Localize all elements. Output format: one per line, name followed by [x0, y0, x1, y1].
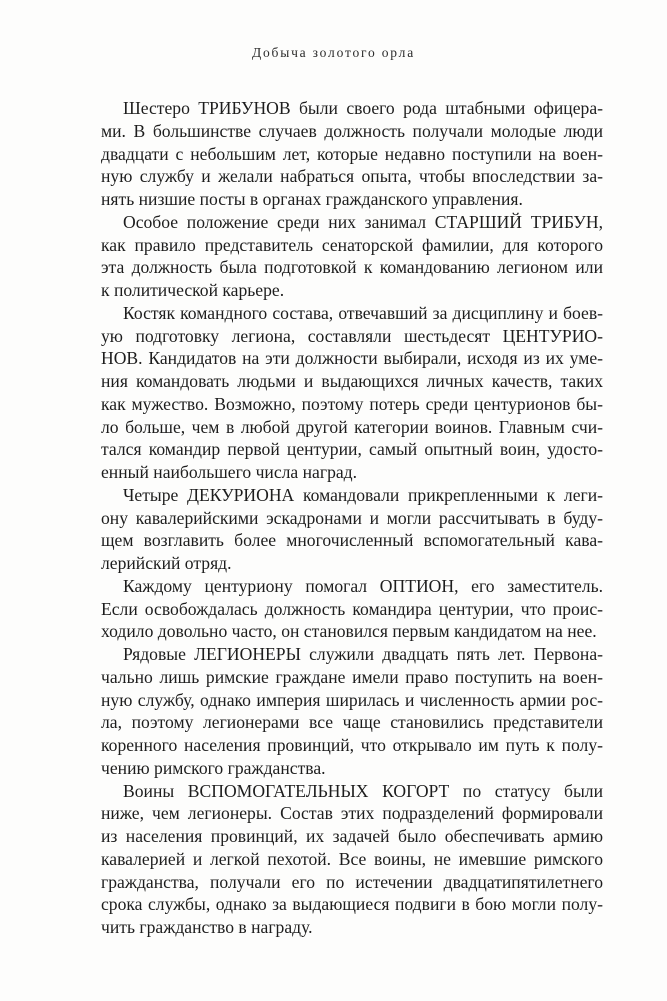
text-line: двадцати с небольшим лет, которые недавно поступили на воен-: [101, 143, 603, 164]
text-line: как правило представитель сенаторской фамилии, для которого: [101, 234, 603, 255]
paragraph: [101, 302, 603, 484]
text-line: ми. В большинстве случаев должность получали молодые люди: [101, 120, 603, 141]
text-line: ла, поэтому легионерами все чаще становились представители: [101, 712, 603, 733]
text-line: к политической карьере.: [101, 280, 285, 300]
paragraph: [101, 211, 603, 302]
text-line: ную службу и желали набраться опыта, чтобы впоследствии за-: [101, 166, 603, 187]
text-line: тался командир первой центурии, самый опытный воин, удосто-: [101, 439, 603, 460]
text-line: из населения провинций, их задачей было обеспечивать армию: [101, 826, 603, 846]
text-line: НОВ. Кандидатов на эти должности выбирали, исходя из их уме-: [101, 348, 603, 369]
text-line: Четыре ДЕКУРИОНА командовали прикрепленными к леги-: [123, 484, 603, 505]
text-line: ния командовать людьми и выдающихся личных качеств, таких: [101, 371, 603, 391]
text-line: Особое положение среди них занимал СТАРШИЙ ТРИБУН,: [123, 211, 603, 232]
text-line: чить гражданство в награду.: [101, 917, 313, 937]
paragraph: [101, 97, 603, 211]
text-line: как мужество. Возможно, поэтому потерь среди центурионов бы-: [101, 393, 603, 414]
text-line: Рядовые ЛЕГИОНЕРЫ служили двадцать пять лет. Первона-: [123, 644, 603, 664]
text-line: Если освобождалась должность командира центурии, что проис-: [101, 598, 603, 619]
text-line: срока службы, однако за выдающиеся подвиги в бою могли полу-: [101, 894, 603, 915]
text-line: эта должность была подготовкой к командованию легионом или: [101, 257, 603, 278]
text-line: кавалерией и легкой пехотой. Все воины, не имевшие римского: [101, 848, 603, 869]
paragraph: [101, 780, 603, 939]
text-line: лерийский отряд.: [101, 553, 232, 573]
text-line: Костяк командного состава, отвечавший за дисциплину и боев-: [123, 302, 603, 323]
body-text: [101, 97, 603, 939]
text-line: Шестеро ТРИБУНОВ были своего рода штабными офицера-: [123, 98, 603, 118]
text-line: Воины ВСПОМОГАТЕЛЬНЫХ КОГОРТ по статусу были: [123, 780, 603, 801]
text-line: чально лишь римские граждане имели право поступить на воен-: [101, 666, 603, 687]
text-line: щем возглавить более многочисленный вспомогательный кава-: [101, 530, 603, 551]
text-line: ону кавалерийскими эскадронами и могли рассчитывать в буду-: [101, 507, 603, 528]
text-line: чению римского гражданства.: [101, 757, 326, 778]
text-line: коренного населения провинций, что открывало им путь к полу-: [101, 735, 603, 755]
text-line: ходило довольно часто, он становился первым кандидатом на нее.: [101, 621, 597, 642]
text-line: нять низшие посты в органах гражданского управления.: [101, 189, 523, 209]
text-line: ную службу, однако империя ширилась и численность армии рос-: [101, 689, 603, 710]
text-line: гражданства, получали его по истечении двадцатипятилетнего: [101, 871, 603, 892]
text-line: ую подготовку легиона, составляли шестьдесят ЦЕНТУРИО-: [101, 325, 603, 346]
text-line: Каждому центуриону помогал ОПТИОН, его заместитель.: [123, 575, 603, 596]
paragraph: [101, 484, 603, 575]
text-line: ниже, чем легионеры. Состав этих подразделений формировали: [101, 803, 603, 824]
text-line: енный наибольшего числа наград.: [101, 462, 358, 482]
paragraph: [101, 575, 603, 643]
running-head: Добыча золотого орла: [251, 45, 416, 60]
paragraph: [101, 643, 603, 780]
text-line: ло больше, чем в любой другой категории воинов. Главным счи-: [101, 416, 603, 437]
